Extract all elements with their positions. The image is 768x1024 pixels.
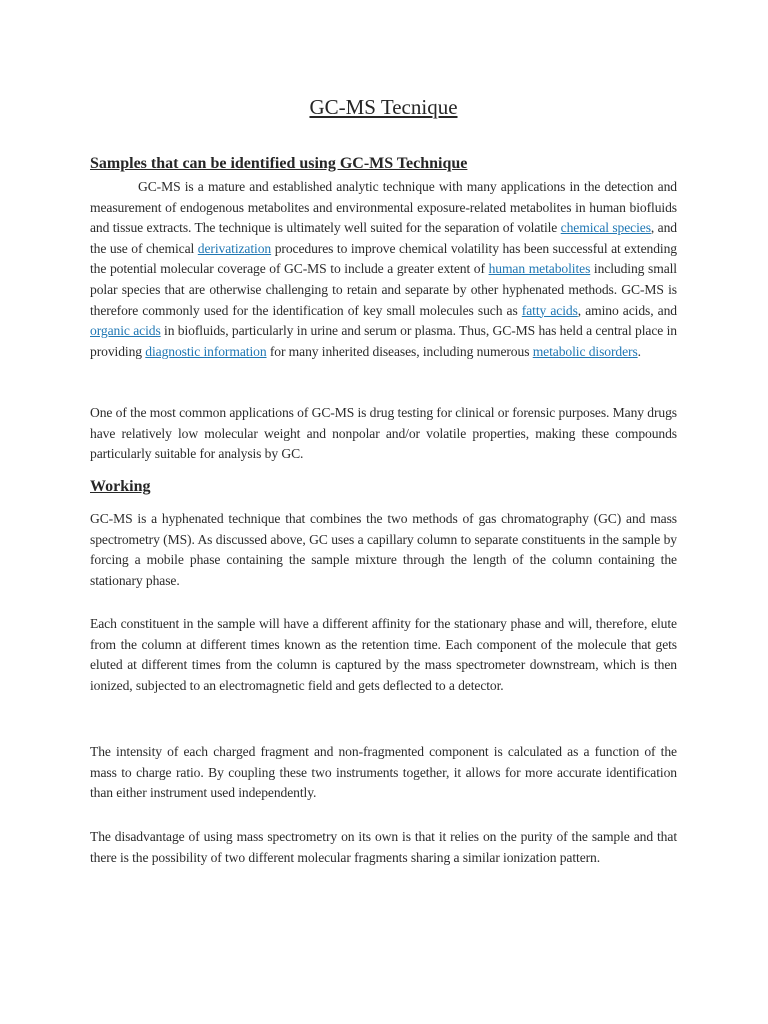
paragraph-gcms-intro [90, 177, 677, 362]
link-diagnostic-information[interactable]: diagnostic information [145, 343, 267, 359]
section-heading-samples: Samples that can be identified using GC-MS Technique [90, 155, 468, 172]
link-fatty-acids[interactable]: fatty acids [521, 302, 578, 318]
page-title: GC-MS Tecnique [309, 95, 458, 119]
paragraph-working-3: The intensity of each charged fragment and non-fragmented component is calculated as a function of the mass to charge ratio. By coupling these two instruments together, it allows for more accurate identification than either instrument used independently. [90, 744, 677, 801]
text-run: for many inherited diseases, including numerous [266, 343, 533, 359]
document-page [90, 0, 677, 1024]
paragraph-working-1: GC-MS is a hyphenated technique that combines the two methods of gas chromatography (GC) and mass spectrometry (MS). As discussed above, GC uses a capillary column to separate constituents in the sample by forcing a mobile phase containing the sample mixture through the length of the column containing the stationary phase. [90, 511, 677, 588]
link-chemical-species[interactable]: chemical species [560, 220, 651, 236]
paragraph-working-4: The disadvantage of using mass spectrometry on its own is that it relies on the purity of the sample and that there is the possibility of two different molecular fragments sharing a similar ionization pattern. [90, 829, 677, 865]
link-metabolic-disorders[interactable]: metabolic disorders [532, 343, 638, 359]
link-derivatization[interactable]: derivatization [197, 240, 272, 256]
link-human-metabolites[interactable]: human metabolites [488, 261, 591, 277]
text-run: procedures to improve chemical volatility has been successful at extending the potential molecular coverage of GC-MS to include a greater extent of [90, 240, 677, 277]
text-run: , and the use of chemical [90, 220, 677, 256]
text-run: GC-MS is a mature and established analytic technique with many applications in the detection and measurement of endogenous metabolites and environmental exposure-related metabolites in human biofluids and tissue extracts. The technique is ultimately well suited for the separation of volatile [90, 179, 677, 236]
paragraph-drug-testing: One of the most common applications of GC-MS is drug testing for clinical or forensic purposes. Many drugs have relatively low molecular weight and nonpolar and/or volatile properties, making these compounds particularly suitable for analysis by GC. [90, 405, 677, 462]
section-heading-working: Working [90, 478, 151, 495]
text-run: . [637, 343, 641, 359]
text-run: including small polar species that are otherwise challenging to retain and separate by other hyphenated methods. GC-MS is therefore commonly used for the identification of key small molecules such as [90, 261, 677, 318]
text-run: in biofluids, particularly in urine and serum or plasma. Thus, GC-MS has held a central place in providing [90, 323, 678, 359]
link-organic-acids[interactable]: organic acids [90, 323, 161, 339]
text-run: , amino acids, and [577, 302, 677, 318]
paragraph-working-2: Each constituent in the sample will have a different affinity for the stationary phase and will, therefore, elute from the column at different times known as the retention time. Each component of the molecule that gets eluted at different times from the column is captured by the mass spectrometer downstream, which is then ionized, subjected to an electromagnetic field and gets deflected to a detector. [90, 616, 677, 693]
